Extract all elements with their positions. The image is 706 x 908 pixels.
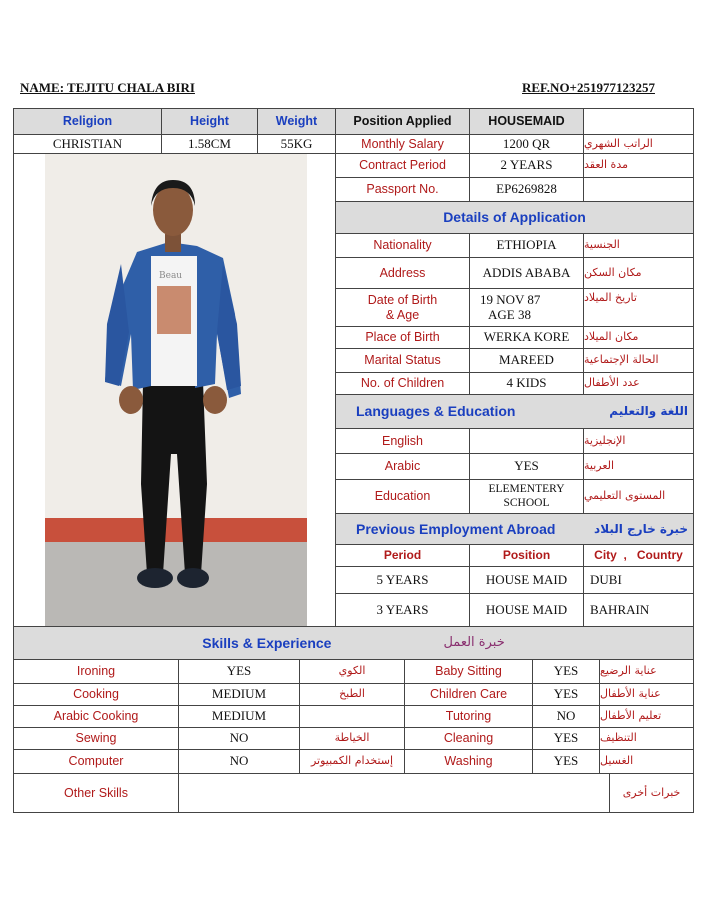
skills-title-english: Skills & Experience [202, 634, 332, 651]
photo-shoe-left [137, 568, 173, 588]
reference-number: REF.NO+251977123257 [522, 80, 655, 95]
dob-date: 19 NOV 87 [480, 291, 541, 307]
employment-row-2-period: 3 YEARS [336, 594, 470, 627]
skill-arabic-cooking-label: Arabic Cooking [14, 706, 179, 728]
employment-row-2-position: HOUSE MAID [470, 594, 584, 627]
english-arabic: الإنجليزية [584, 429, 694, 454]
skill-childcare-label: Children Care [405, 684, 533, 706]
position-applied-header: Position Applied [336, 109, 470, 135]
dob-arabic: تاريخ الميلاد [584, 289, 694, 327]
photo-hand-left [119, 386, 143, 414]
education-value-line1: ELEMENTERY [488, 483, 565, 496]
employment-row-2-location: BAHRAIN [584, 594, 694, 627]
education-label: Education [336, 480, 470, 514]
employment-section-title: Previous Employment Abroad [336, 514, 694, 545]
photo-hand-right [203, 386, 227, 414]
skill-tutoring-arabic: تعليم الأطفال [600, 706, 694, 728]
english-value [470, 429, 584, 454]
address-arabic: مكان السكن [584, 258, 694, 289]
cv-table [13, 108, 694, 813]
photo-shirt-print [157, 286, 191, 334]
skill-sewing-label: Sewing [14, 728, 179, 750]
place-of-birth-arabic: مكان الميلاد [584, 327, 694, 349]
skill-sewing-value: NO [179, 728, 300, 750]
marital-status-arabic: الحالة الإجتماعية [584, 349, 694, 373]
photo-wall-stripe [45, 518, 307, 542]
dob-label-line1: Date of Birth [367, 293, 438, 308]
monthly-salary-label: Monthly Salary [336, 135, 470, 154]
contract-period-label: Contract Period [336, 154, 470, 178]
skill-ironing-label: Ironing [14, 660, 179, 684]
photo-shoe-right [177, 568, 209, 588]
weight-value: 55KG [258, 135, 336, 154]
marital-status-label: Marital Status [336, 349, 470, 373]
position-applied-value: HOUSEMAID [470, 109, 584, 135]
skill-cooking-value: MEDIUM [179, 684, 300, 706]
place-of-birth-value: WERKA KORE [470, 327, 584, 349]
skill-arabic-cooking-arabic [300, 706, 405, 728]
photo-neck [165, 234, 181, 252]
education-value-line2: SCHOOL [503, 496, 550, 509]
arabic-label: Arabic [336, 454, 470, 480]
address-value: ADDIS ABABA [470, 258, 584, 289]
skill-washing-arabic: الغسيل [600, 750, 694, 774]
location-column-header: City , Country [584, 545, 694, 567]
skill-ironing-value: YES [179, 660, 300, 684]
skill-cleaning-arabic: التنظيف [600, 728, 694, 750]
blank-cell [584, 109, 694, 135]
arabic-value: YES [470, 454, 584, 480]
height-header: Height [162, 109, 258, 135]
contract-period-value: 2 YEARS [470, 154, 584, 178]
arabic-arabic: العربية [584, 454, 694, 480]
skill-computer-arabic: إستخدام الكمبيوتر [300, 750, 405, 774]
skill-cooking-label: Cooking [14, 684, 179, 706]
weight-header: Weight [258, 109, 336, 135]
employment-row-1-location: DUBI [584, 567, 694, 594]
position-column-header: Position [470, 545, 584, 567]
skill-babysitting-value: YES [533, 660, 600, 684]
other-skills-label: Other Skills [14, 774, 179, 813]
skill-computer-value: NO [179, 750, 300, 774]
marital-status-value: MAREED [470, 349, 584, 373]
employment-row-1-position: HOUSE MAID [470, 567, 584, 594]
skill-sewing-arabic: الخياطة [300, 728, 405, 750]
dob-label-line2: & Age [385, 307, 420, 322]
nationality-arabic: الجنسية [584, 234, 694, 258]
employment-row-1-period: 5 YEARS [336, 567, 470, 594]
employment-section-title-arabic: خبرة خارج البلاد [594, 522, 688, 536]
dob-label [336, 289, 470, 327]
photo-cell [14, 154, 336, 627]
skill-cooking-arabic: الطبخ [300, 684, 405, 706]
skills-title-arabic: خبرة العمل [443, 634, 505, 650]
languages-section-title: Languages & Education [336, 395, 694, 429]
skills-section-title [14, 627, 694, 660]
skill-arabic-cooking-value: MEDIUM [179, 706, 300, 728]
dob-value [470, 289, 584, 327]
monthly-salary-value: 1200 QR [470, 135, 584, 154]
skill-washing-value: YES [533, 750, 600, 774]
skill-cleaning-label: Cleaning [405, 728, 533, 750]
passport-value: EP6269828 [470, 178, 584, 202]
children-label: No. of Children [336, 373, 470, 395]
contract-period-arabic: مدة العقد [584, 154, 694, 178]
photo-floor [45, 542, 307, 626]
period-column-header: Period [336, 545, 470, 567]
children-value: 4 KIDS [470, 373, 584, 395]
religion-header: Religion [14, 109, 162, 135]
passport-label: Passport No. [336, 178, 470, 202]
height-value: 1.58CM [162, 135, 258, 154]
passport-arabic [584, 178, 694, 202]
english-label: English [336, 429, 470, 454]
children-arabic: عدد الأطفال [584, 373, 694, 395]
skill-babysitting-label: Baby Sitting [405, 660, 533, 684]
skill-childcare-arabic: عناية الأطفال [600, 684, 694, 706]
skill-washing-label: Washing [405, 750, 533, 774]
other-skills-arabic: خبرات أخرى [610, 774, 694, 813]
photo-shirt-text: Beau [159, 271, 183, 281]
skill-babysitting-arabic: عناية الرضيع [600, 660, 694, 684]
skill-cleaning-value: YES [533, 728, 600, 750]
skill-tutoring-value: NO [533, 706, 600, 728]
monthly-salary-arabic: الراتب الشهري [584, 135, 694, 154]
candidate-photo [45, 154, 307, 626]
religion-value: CHRISTIAN [14, 135, 162, 154]
skill-tutoring-label: Tutoring [405, 706, 533, 728]
education-arabic: المستوى التعليمي [584, 480, 694, 514]
address-label: Address [336, 258, 470, 289]
details-section-title: Details of Application [336, 202, 694, 234]
dob-age: AGE 38 [488, 306, 531, 322]
skill-ironing-arabic: الكوي [300, 660, 405, 684]
nationality-value: ETHIOPIA [470, 234, 584, 258]
languages-section-title-arabic: اللغة والتعليم [609, 404, 688, 418]
skill-computer-label: Computer [14, 750, 179, 774]
education-value [470, 480, 584, 514]
other-skills-value [179, 774, 610, 813]
candidate-name: NAME: TEJITU CHALA BIRI [20, 80, 195, 95]
place-of-birth-label: Place of Birth [336, 327, 470, 349]
nationality-label: Nationality [336, 234, 470, 258]
skill-childcare-value: YES [533, 684, 600, 706]
